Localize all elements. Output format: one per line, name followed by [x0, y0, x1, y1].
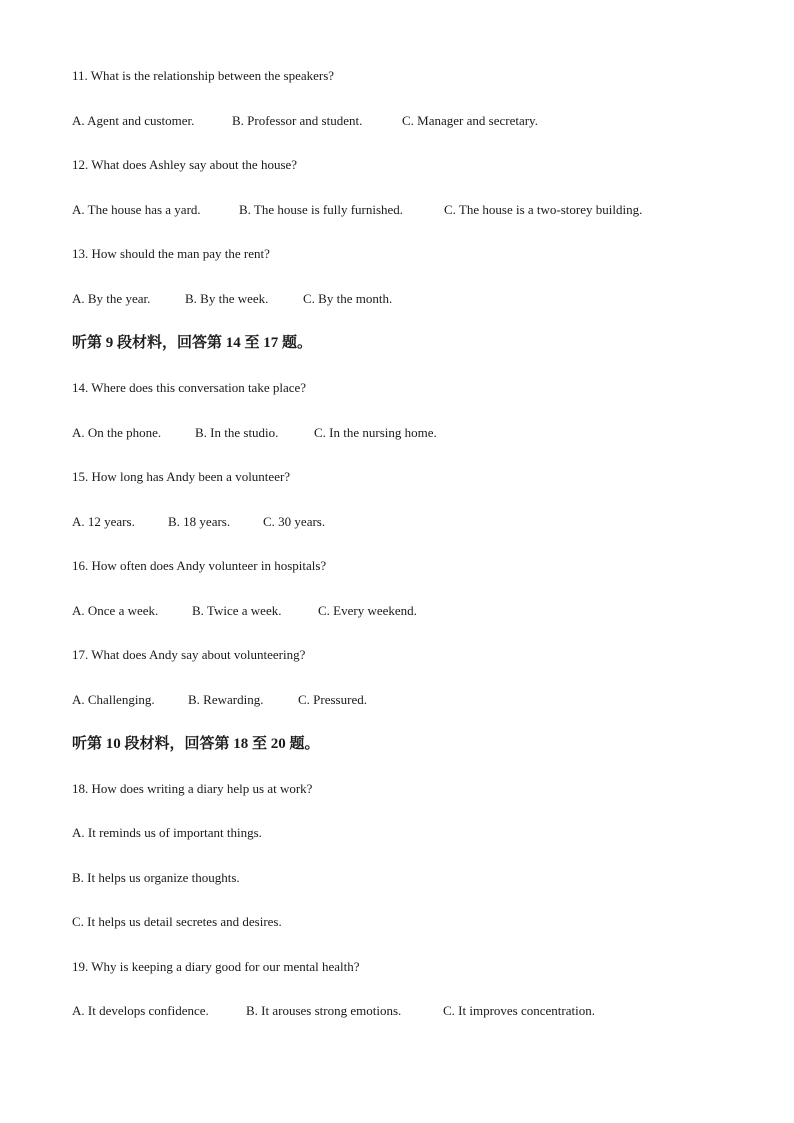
option-14-a: A. On the phone. [72, 425, 162, 440]
option-13-b: B. By the week. [185, 291, 269, 306]
option-15-c: C. 30 years. [263, 514, 326, 529]
question-16: 16. How often does Andy volunteer in hospitals? [72, 558, 327, 573]
question-18: 18. How does writing a diary help us at work? [72, 781, 313, 796]
section-heading-9: 听第 9 段材料，回答第 14 至 17 题。 [72, 335, 313, 351]
question-15: 15. How long has Andy been a volunteer? [72, 469, 291, 484]
option-13-a: A. By the year. [72, 291, 151, 306]
option-12-b: B. The house is fully furnished. [239, 202, 404, 217]
option-11-b: B. Professor and student. [232, 113, 363, 128]
option-17-b: B. Rewarding. [188, 692, 264, 707]
question-19: 19. Why is keeping a diary good for our mental health? [72, 959, 360, 974]
option-17-a: A. Challenging. [72, 692, 155, 707]
option-13-c: C. By the month. [303, 291, 393, 306]
option-12-c: C. The house is a two-storey building. [444, 202, 643, 217]
option-12-a: A. The house has a yard. [72, 202, 201, 217]
option-11-c: C. Manager and secretary. [402, 113, 538, 128]
option-11-a: A. Agent and customer. [72, 113, 195, 128]
option-14-c: C. In the nursing home. [314, 425, 437, 440]
option-18-b: B. It helps us organize thoughts. [72, 870, 240, 885]
question-13: 13. How should the man pay the rent? [72, 246, 270, 261]
option-18-c: C. It helps us detail secretes and desires. [72, 914, 282, 929]
question-14: 14. Where does this conversation take place? [72, 380, 307, 395]
option-16-a: A. Once a week. [72, 603, 159, 618]
option-18-a: A. It reminds us of important things. [72, 825, 262, 840]
option-17-c: C. Pressured. [298, 692, 367, 707]
option-16-b: B. Twice a week. [192, 603, 282, 618]
option-15-b: B. 18 years. [168, 514, 231, 529]
question-17: 17. What does Andy say about volunteering? [72, 647, 306, 662]
option-14-b: B. In the studio. [195, 425, 279, 440]
option-15-a: A. 12 years. [72, 514, 135, 529]
section-heading-10: 听第 10 段材料，回答第 18 至 20 题。 [72, 736, 320, 752]
option-16-c: C. Every weekend. [318, 603, 417, 618]
option-19-b: B. It arouses strong emotions. [246, 1003, 402, 1018]
question-12: 12. What does Ashley say about the house? [72, 157, 298, 172]
option-19-a: A. It develops confidence. [72, 1003, 209, 1018]
question-11: 11. What is the relationship between the speakers? [72, 68, 335, 83]
option-19-c: C. It improves concentration. [443, 1003, 595, 1018]
